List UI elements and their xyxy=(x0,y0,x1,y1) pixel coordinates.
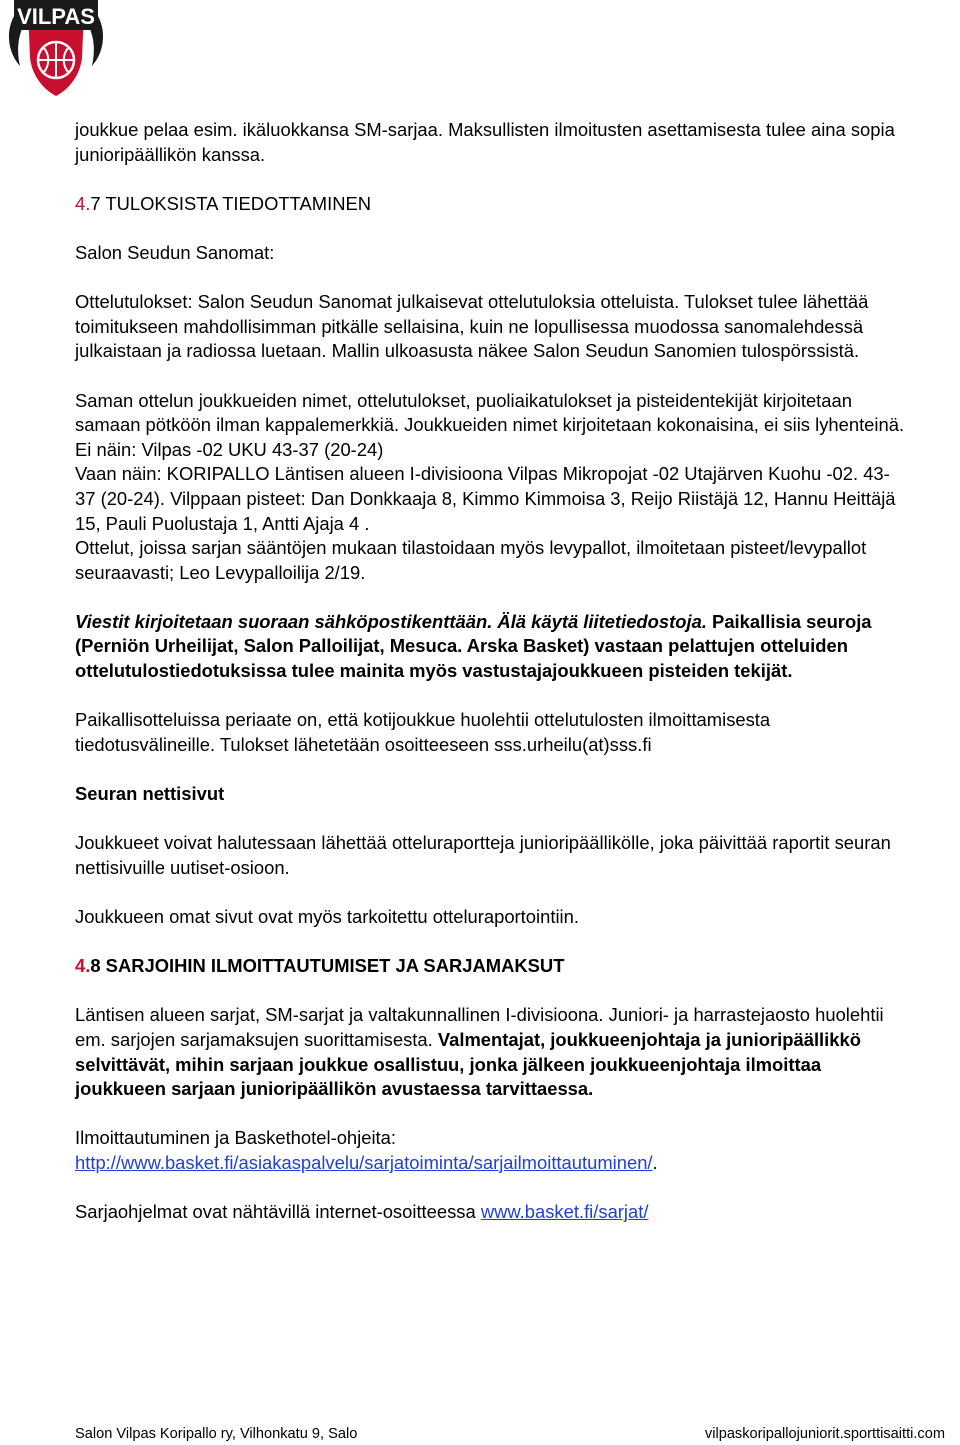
correct-example: Vaan näin: KORIPALLO Läntisen alueen I-divisioona Vilpas Mikropojat -02 Utajärven Kuohu -02. 43-37 (20-24). Vilppaan pisteet: Dan Donkkaaja 8, Kimmo Kimmoisa 3, Reijo Riistäjä 12, Hannu Heittäjä 15, Pauli Puolustaja 1, Antti Ajaja 4 . xyxy=(75,463,896,534)
document-body xyxy=(75,118,905,1225)
section-4-8-heading: 4.8 SARJOIHIN ILMOITTAUTUMISET JA SARJAMAKSUT xyxy=(75,955,565,977)
page-footer xyxy=(75,1425,945,1443)
schedules-paragraph: Sarjaohjelmat ovat nähtävillä internet-osoitteessa www.basket.fi/sarjat/ xyxy=(75,1201,649,1223)
section-4-7-heading: 4.7 TULOKSISTA TIEDOTTAMINEN xyxy=(75,192,372,214)
footer-address: Salon Vilpas Koripallo ry, Vilhonkatu 9, Salo xyxy=(75,1426,358,1442)
footer-website: vilpaskoripallojuniorit.sporttisaitti.com xyxy=(704,1426,945,1442)
email-instructions: Viestit kirjoitetaan suoraan sähköpostikenttään. Älä käytä liitetiedostoja. Paikallisia seuroja (Perniön Urheilijat, Salon Palloilijat, Mesuca. Arska Basket) vastaan pelattujen otteluiden ottelutulostiedotuksissa tulee mainita myös vastustajajoukkueen pisteiden tekijät. xyxy=(75,610,872,682)
rebounds-paragraph: Ottelut, joissa sarjan sääntöjen mukaan tilastoidaan myös levypallot, ilmoitetaan pisteet/levypallot seuraavasti; Leo Levypalloilija 2/19. xyxy=(75,537,867,583)
schedules-link[interactable]: www.basket.fi/sarjat/ xyxy=(480,1201,649,1223)
vilpas-logo xyxy=(0,0,112,100)
wrong-example: Ei näin: Vilpas -02 UKU 43-37 (20-24) xyxy=(75,438,384,460)
logo-wordmark: VILPAS xyxy=(17,4,95,29)
registration-link-line: http://www.basket.fi/asiakaspalvelu/sarjatoiminta/sarjailmoittautuminen/. xyxy=(75,1151,658,1173)
results-paragraph: Ottelutulokset: Salon Seudun Sanomat julkaisevat ottelutuloksia otteluista. Tulokset tulee lähettää toimitukseen mahdollisimman pitkälle sellaisina, kuin ne lopullisessa muodossa sanomalehdessä julkaistaan ja radiossa luetaan. Mallin ulkoasusta näkee Salon Seudun Sanomien tulospörssistä. xyxy=(75,291,869,362)
website-heading: Seuran nettisivut xyxy=(75,783,225,805)
league-registration-paragraph: Läntisen alueen sarjat, SM-sarjat ja valtakunnallinen I-divisioona. Juniori- ja harrastejaosto huolehtii em. sarjojen sarjamaksujen suorittamisesta. Valmentajat, joukkueenjohtaja ja junioripäällikkö selvittävät, mihin sarjaan joukkue osallistuu, jonka jälkeen joukkueenjohtaja ilmoittaa joukkueen sarjaan junioripäällikön avustaessa tarvittaessa. xyxy=(75,1004,884,1100)
team-names-paragraph: Saman ottelun joukkueiden nimet, ottelutulokset, puoliaikatulokset ja pisteidentekijät kirjoitetaan samaan pötköön ilman kappalemerkkiä. Joukkueiden nimet kirjoitetaan kokonaisina, ei siis lyhenteinä. xyxy=(75,389,905,436)
intro-paragraph: joukkue pelaa esim. ikäluokkansa SM-sarjaa. Maksullisten ilmoitusten asettamisesta tulee aina sopia junioripäällikön kanssa. xyxy=(75,119,895,165)
registration-instructions-label: Ilmoittautuminen ja Baskethotel-ohjeita: xyxy=(75,1127,396,1149)
registration-link[interactable]: http://www.basket.fi/asiakaspalvelu/sarjatoiminta/sarjailmoittautuminen/ xyxy=(75,1151,653,1173)
match-reports-paragraph: Joukkueet voivat halutessaan lähettää otteluraportteja junioripäällikölle, joka päivittää raportit seuran nettisivuille uutiset-osioon. xyxy=(75,832,891,878)
team-pages-paragraph: Joukkueen omat sivut ovat myös tarkoitettu otteluraportointiin. xyxy=(75,906,579,927)
local-games-paragraph: Paikallisotteluissa periaate on, että kotijoukkue huolehtii ottelutulosten ilmoittamisesta tiedotusvälineille. Tulokset lähetetään osoitteeseen sss.urheilu(at)sss.fi xyxy=(75,709,771,755)
sss-heading: Salon Seudun Sanomat: xyxy=(75,241,275,263)
